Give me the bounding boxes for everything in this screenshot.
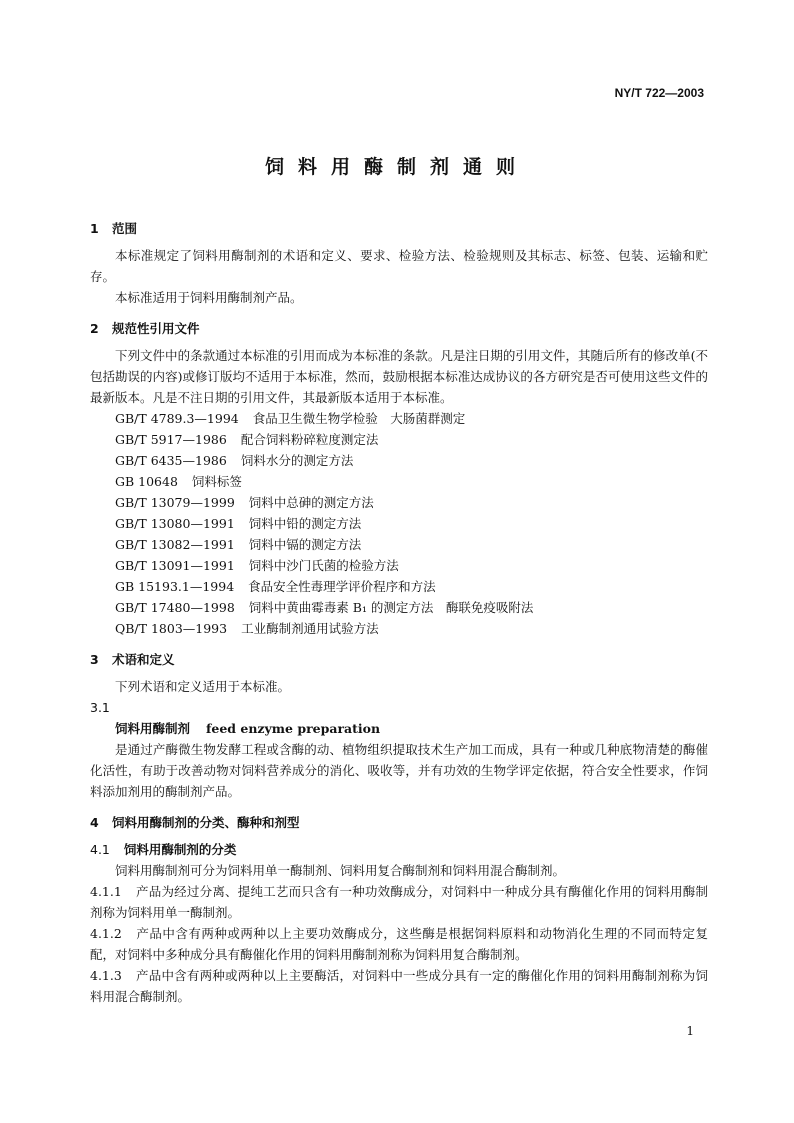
- section-number: 1: [90, 221, 99, 236]
- paragraph: 下列文件中的条款通过本标准的引用而成为本标准的条款。凡是注日期的引用文件，其随后所有的修改单(不包括勘误的内容)或修订版均不适用于本标准，然而，鼓励根据本标准达成协议的各方研究是否可使用这些文件的最新版本。凡是不注日期的引用文件，其最新版本适用于本标准。: [90, 348, 708, 405]
- section-number: 2: [90, 321, 99, 336]
- term-definition: 是通过产酶微生物发酵工程或含酶的动、植物组织提取技术生产加工而成，具有一种或几种底物清楚的酶催化活性，有助于改善动物对饲料营养成分的消化、吸收等，并有功效的生物学评定依据，符合安全性要求，作饲料添加剂用的酶制剂产品。: [90, 742, 708, 799]
- standard-code: NY/T 722—2003: [614, 86, 704, 100]
- subsection-number: 4.1: [90, 842, 110, 857]
- reference-item: GB/T 5917—1986 配合饲料粉碎粒度测定法: [115, 432, 379, 447]
- page-number: 1: [686, 1024, 694, 1038]
- clause-4-1-2: [90, 923, 708, 965]
- clause-number: 4.1.3: [90, 968, 122, 983]
- section-2-heading: [90, 318, 708, 339]
- section-title: 饲料用酶制剂的分类、酶种和剂型: [112, 815, 300, 830]
- clause-number: 4.1.2: [90, 926, 122, 941]
- reference-item: GB/T 4789.3—1994 食品卫生微生物学检验 大肠菌群测定: [115, 411, 466, 426]
- paragraph: 饲料用酶制剂可分为饲料用单一酶制剂、饲料用复合酶制剂和饲料用混合酶制剂。: [115, 863, 566, 878]
- section-number: 3: [90, 652, 99, 667]
- reference-item: GB/T 13082—1991 饲料中镉的测定方法: [115, 537, 362, 552]
- reference-item: GB/T 6435—1986 饲料水分的测定方法: [115, 453, 354, 468]
- clause-number: 4.1.1: [90, 884, 122, 899]
- clause-text: 产品为经过分离、提纯工艺而只含有一种功效酶成分，对饲料中一种成分具有酶催化作用的饲料用酶制剂称为饲料用单一酶制剂。: [90, 884, 708, 920]
- clause-4-1-3: [90, 965, 708, 1007]
- section-4-heading: [90, 812, 708, 833]
- section-1-heading: [90, 218, 708, 239]
- term-english: feed enzyme preparation: [206, 721, 381, 736]
- section-3-heading: [90, 649, 708, 670]
- term-chinese: 饲料用酶制剂: [115, 721, 191, 736]
- subsection-title: 饲料用酶制剂的分类: [123, 842, 237, 857]
- document-title: 饲料用酶制剂通则: [264, 156, 529, 178]
- reference-item: QB/T 1803—1993 工业酶制剂通用试验方法: [115, 621, 379, 636]
- document-body: [90, 218, 708, 1007]
- reference-item: GB/T 13091—1991 饲料中沙门氏菌的检验方法: [115, 558, 399, 573]
- subsection-number: 3.1: [90, 700, 110, 715]
- section-title: 范围: [112, 221, 138, 236]
- clause-4-1-1: [90, 881, 708, 923]
- reference-list: [90, 408, 708, 639]
- reference-item: GB 10648 饲料标签: [115, 474, 242, 489]
- section-title: 术语和定义: [112, 652, 175, 667]
- section-number: 4: [90, 815, 99, 830]
- term-entry: [90, 718, 708, 739]
- reference-item: GB/T 17480—1998 饲料中黄曲霉毒素 B₁ 的测定方法 酶联免疫吸附法: [115, 600, 534, 615]
- section-title: 规范性引用文件: [112, 321, 200, 336]
- clause-text: 产品中含有两种或两种以上主要酶活，对饲料中一些成分具有一定的酶催化作用的饲料用酶制剂称为饲料用混合酶制剂。: [90, 968, 708, 1004]
- clause-text: 产品中含有两种或两种以上主要功效酶成分，这些酶是根据饲料原料和动物消化生理的不同而特定复配，对饲料中多种成分具有酶催化作用的饲料用酶制剂称为饲料用复合酶制剂。: [90, 926, 708, 962]
- paragraph: 本标准适用于饲料用酶制剂产品。: [115, 290, 303, 305]
- reference-item: GB/T 13079—1999 饲料中总砷的测定方法: [115, 495, 374, 510]
- paragraph: 下列术语和定义适用于本标准。: [115, 679, 291, 694]
- reference-item: GB 15193.1—1994 食品安全性毒理学评价程序和方法: [115, 579, 436, 594]
- paragraph: 本标准规定了饲料用酶制剂的术语和定义、要求、检验方法、检验规则及其标志、标签、包装、运输和贮存。: [90, 248, 708, 284]
- reference-item: GB/T 13080—1991 饲料中铅的测定方法: [115, 516, 362, 531]
- subsection-4-1-heading: [90, 839, 708, 860]
